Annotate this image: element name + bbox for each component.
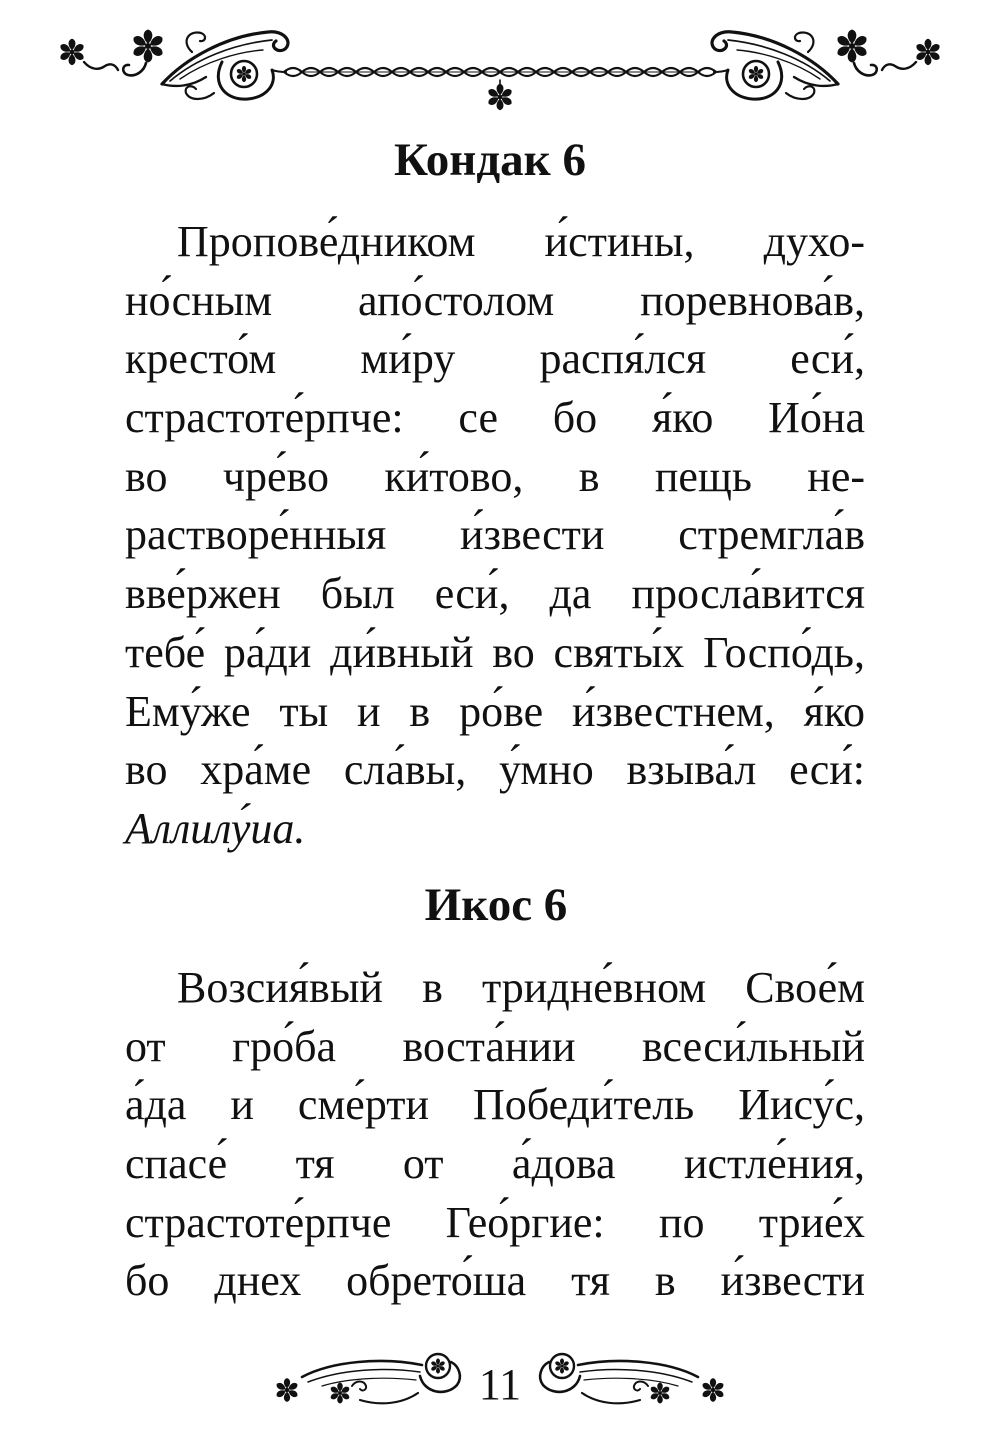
kondak-line: Пропове́дником и́стины, духо- bbox=[177, 217, 865, 266]
kondak-line: во чре́во ки́тово, в пещь не- bbox=[125, 451, 865, 501]
kondak-line: но́сным апо́столом поревнова́в, bbox=[125, 275, 865, 325]
ikos-line: а́да и сме́рти Победи́тель Иису́с, bbox=[125, 1080, 865, 1130]
ikos-title: Икос 6 bbox=[424, 879, 568, 931]
kondak-line: вве́ржен был еси́, да просла́вится bbox=[125, 569, 865, 619]
closing-alleluia: Аллилу́иа. bbox=[125, 803, 306, 853]
kondak-line: кресто́м ми́ру распя́лся еси́, bbox=[125, 334, 865, 384]
kondak-line: во хра́ме сла́вы, у́мно взыва́л еси́: bbox=[125, 745, 865, 795]
kondak-line: тебе́ ра́ди ди́вный во святы́х Госпо́дь, bbox=[125, 627, 865, 677]
ikos-line: бо днех обрето́ша тя в и́звести bbox=[125, 1256, 865, 1306]
flower-icon bbox=[275, 1378, 299, 1402]
ikos-line: спасе́ тя от а́дова истле́ния, bbox=[125, 1139, 865, 1189]
stem-curl-flourish bbox=[123, 63, 146, 75]
flower-icon bbox=[132, 30, 165, 63]
kondak-title: Кондак 6 bbox=[394, 134, 586, 186]
kondak-line: Ему́же ты и в ро́ве и́звестнем, я́ко bbox=[125, 686, 865, 736]
braid-band bbox=[284, 68, 716, 86]
header-ornament bbox=[0, 0, 1000, 130]
ikos-line: Возсия́вый в тридне́вном Свое́м bbox=[177, 963, 865, 1012]
kondak-line: страстоте́рпче: се бо я́ко Ио́на bbox=[125, 393, 865, 443]
flower-icon bbox=[329, 1382, 350, 1403]
header-flourish-right bbox=[712, 30, 941, 100]
flower-icon bbox=[487, 84, 513, 110]
kondak-text bbox=[125, 213, 865, 859]
kondak-line: растворе́нныя и́звести стремгла́в bbox=[125, 510, 865, 560]
scroll-flourish bbox=[162, 32, 288, 99]
ikos-line: от гро́ба воста́нии всеси́льный bbox=[125, 1021, 865, 1071]
ikos-line: страстоте́рпче Гео́ргие: по трие́х bbox=[125, 1197, 865, 1247]
header-flourish-left bbox=[59, 30, 288, 100]
tendril-flourish bbox=[84, 62, 118, 70]
rosette-icon bbox=[231, 61, 257, 87]
ikos-text bbox=[125, 959, 865, 1311]
flower-icon bbox=[59, 39, 85, 65]
page-number: 11 bbox=[478, 1360, 522, 1409]
